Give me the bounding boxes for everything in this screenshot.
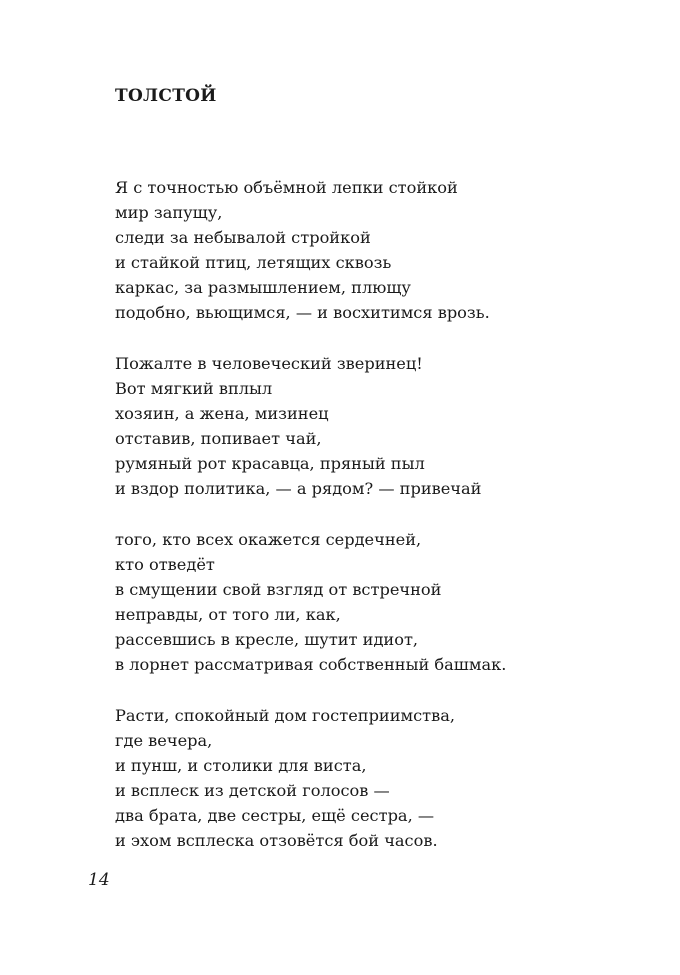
poem-line: в смущении свой взгляд от встречной [115, 580, 442, 599]
poem-line: хозяин, а жена, мизинец [115, 404, 329, 423]
poem-line: и всплеск из детской голосов — [115, 781, 390, 800]
poem-line: румяный рот красавца, пряный пыл [115, 454, 425, 473]
poem-line: Расти, спокойный дом гостеприимства, [115, 706, 456, 725]
poem-line: в лорнет рассматривая собственный башмак. [115, 655, 507, 674]
poem-body [115, 175, 655, 879]
poem-line: и вздор политика, — а рядом? — привечай [115, 479, 482, 498]
page-number: 14 [88, 870, 110, 890]
poem-line: и пунш, и столики для виста, [115, 756, 367, 775]
poem-line: подобно, вьющимся, — и восхитимся врозь. [115, 303, 490, 322]
poem-line: того, кто всех окажется сердечней, [115, 530, 422, 549]
poem-line: два брата, две сестры, ещё сестра, — [115, 806, 435, 825]
stanza-3 [115, 527, 655, 677]
poem-line: Я с точностью объёмной лепки стойкой [115, 178, 458, 197]
poem-line: где вечера, [115, 731, 213, 750]
poem-title: ТОЛСТОЙ [115, 86, 217, 106]
stanza-2 [115, 351, 655, 501]
poem-line: рассевшись в кресле, шутит идиот, [115, 630, 419, 649]
poem-line: Вот мягкий вплыл [115, 379, 273, 398]
poem-line: каркас, за размышлением, плющу [115, 278, 411, 297]
poem-line: кто отведёт [115, 555, 215, 574]
stanza-4 [115, 703, 655, 853]
poem-line: и стайкой птиц, летящих сквозь [115, 253, 392, 272]
poem-line: отставив, попивает чай, [115, 429, 322, 448]
poem-line: мир запущу, [115, 203, 223, 222]
poem-line: следи за небывалой стройкой [115, 228, 371, 247]
poem-line: Пожалте в человеческий зверинец! [115, 354, 423, 373]
stanza-1 [115, 175, 655, 325]
poem-line: и эхом всплеска отзовётся бой часов. [115, 831, 438, 850]
poem-line: неправды, от того ли, как, [115, 605, 341, 624]
